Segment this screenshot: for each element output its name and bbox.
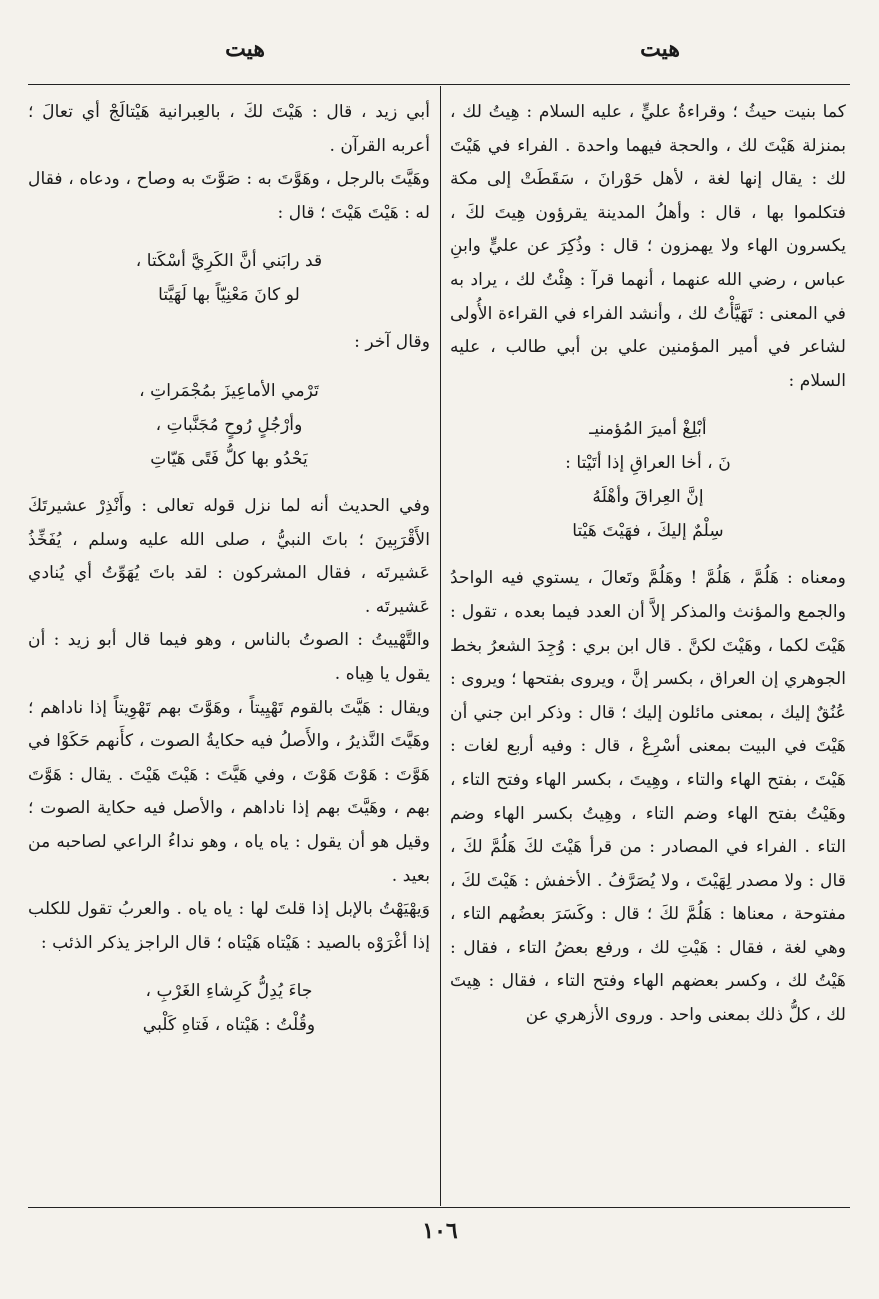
paragraph: ومعناه : هَلُمَّ ، هَلُمَّ ! وهَلُمَّ وتَعالَ ، يستوي فيه الواحدُ والجمع والمؤنث والمذكر إلاَّ أن العدد فيما بعده ، تقول : هَيْتَ لكما ، وهَيْتَ لكنَّ . قال ابن بري : وُجِدَ الشعرُ بخط الجوهري إن العراق ، بكسر إنَّ ، ويروى بفتحها ؛ ويروى : عُنُقٌ إليك ، بمعنى مائلون إليك ؛ قال : وذكر ابن جني أن هَيْتَ في البيت بمعنى أسْرِعْ ، قال : وفيه أربع لغات : هَيْتَ ، بفتح الهاء والتاء ، وهِيتَ ، بكسر الهاء وفتح التاء ، وهَيْتُ بفتح الهاء وضم التاء ، وهِيتُ بكسر الهاء وضم التاء . الفراء في المصادر : من قرأ هَيْتَ لكَ هَلُمَّ لكَ ، قال : ولا مصدر لِهَيْتَ ، ولا يُصَرَّفُ . الأخفش : هَيْتَ لكَ ، مفتوحة ، معناها : هَلُمَّ لكَ ؛ قال : وكَسَرَ بعضُهم التاء ، وهي لغة ، فقال : هَيْتِ لك ، ورفع بعضُ التاء ، فقال : هَيْتُ لك ، وكسر بعضهم الهاء وفتح التاء ، فقال : هِيتَ لك ، كلُّ ذلك بمعنى واحد . وروى الأزهري عن xyxy=(450,568,846,1026)
poem-verse xyxy=(28,374,430,476)
paragraph: وَيهْيَهْتُ بالإبل إذا قلتَ لها : ياه ياه . والعربُ تقول للكلب إذا أغْرَوْه بالصيد : هَيْتاه هَيْتاه ؛ قال الراجز يذكر الذئب : xyxy=(28,899,430,953)
verse-line: قد رابَني أنَّ الكَرِيَّ أسْكَتا ، xyxy=(135,251,323,272)
top-rule xyxy=(28,84,850,85)
paragraph: كما بنيت حيثُ ؛ وقراءةُ عليٍّ ، عليه السلام : هِيتُ لك ، بمنزلة هَيْتَ لك ، والحجة فيهما واحدة . الفراء في هَيْتَ لك : يقال إنها لغة ، لأهل حَوْرانَ ، سَقَطَتْ إلى مكة فتكلموا بها ، قال : وأهلُ المدينة يقرؤون هِيتَ لكَ ، يكسرون الهاء ولا يهمزون ؛ قال : وذُكِرَ عن عليٍّ وابنِ عباس ، رضي الله عنهما ، أنهما قرآ : هِئْتُ لك ، يراد به في المعنى : تَهَيَّأْتُ لك ، وأنشد الفراء في القراءة الأُولى لشاعر في أمير المؤمنين علي بن أبي طالب ، عليه السلام : xyxy=(450,102,846,391)
poem-verse xyxy=(450,412,846,548)
verse-line: تَرْمي الأماعِيزَ بمُجْمَراتِ ، xyxy=(139,380,319,401)
verse-line: جاءَ يُدِلُّ كَرِشاءِ الغَرْبِ ، xyxy=(145,981,313,1002)
verse-line: نَ ، أخا العراقِ إذا أتَيْتا : xyxy=(565,453,731,474)
paragraph: ويقال : هَيَّتَ بالقوم تَهْيِيتاً ، وهَوَّتَ بهم تَهْوِيتاً إذا ناداهم ؛ وهَيَّتَ النَّذيرُ ، والأَصلُ فيه حكايةُ الصوت ، كأَنهم حَكَوْا في هَوَّتَ : هَوْتَ هَوْتَ ، وفي هَيَّتَ : هَيْتَ هَيْتَ . يقال : هَوَّتَ بهم ، وهَيَّتَ بهم إذا ناداهم ، والأصل فيه حكاية الصوت ؛ وقيل هو أن يقول : ياه ياه ، وهو نداءُ الراعي لصاحبه من بعيد . xyxy=(28,697,430,886)
left-column xyxy=(28,96,430,1200)
left-column-header: هيت xyxy=(225,36,265,62)
right-column xyxy=(450,96,846,1200)
paragraph: وفي الحديث أنه لما نزل قوله تعالى : وأَنْذِرْ عشيرتَكَ الأَقْرَبِينَ ؛ باتَ النبيُّ ، صلى الله عليه وسلم ، يُفَخِّذُ عَشيرتَه ، فقال المشركون : لقد باتَ يُهَوِّتُ أي يُنادي عَشيرتَه . xyxy=(28,495,430,617)
verse-line: إنَّ العِراقَ وأهْلَهُ xyxy=(592,487,704,508)
paragraph: وقال آخر : xyxy=(354,332,430,353)
verse-line: أبْلِغْ أميرَ المُؤمنيـ xyxy=(589,419,707,440)
bottom-rule xyxy=(28,1207,850,1208)
column-divider xyxy=(440,86,441,1206)
verse-line: وقُلْتُ : هَيْتاه ، فَتاهِ كَلْبي xyxy=(142,1015,316,1036)
poem-verse xyxy=(28,244,430,312)
verse-line: يَحْدُو بها كلُّ فَتًى هَيّاتِ xyxy=(150,448,308,469)
verse-line: لو كانَ مَعْنِيّاً بها لَهَيَّتا xyxy=(158,285,300,306)
paragraph: أبي زيد ، قال : هَيْتَ لكَ ، بالعِبرانية هَيْتالَجْ أي تعالَ ؛ أعربه القرآن . xyxy=(28,102,430,156)
poem-verse xyxy=(28,974,430,1042)
verse-line: وأرْجُلٍ رُوحٍ مُجَنَّباتِ ، xyxy=(155,414,303,435)
right-column-header: هيت xyxy=(640,36,680,62)
paragraph: والتَّهْييتُ : الصوتُ بالناس ، وهو فيما قال أبو زيد : أن يقول يا هِياه . xyxy=(28,630,430,684)
page-number: ١٠٦ xyxy=(422,1218,458,1244)
paragraph: وهَيَّتَ بالرجل ، وهَوَّتَ به : صَوَّتَ به وصاح ، ودعاه ، فقال له : هَيْتَ هَيْتَ ؛ قال : xyxy=(28,169,430,223)
verse-line: سِلْمٌ إليكَ ، فهَيْتَ هَيْتا xyxy=(572,521,724,542)
